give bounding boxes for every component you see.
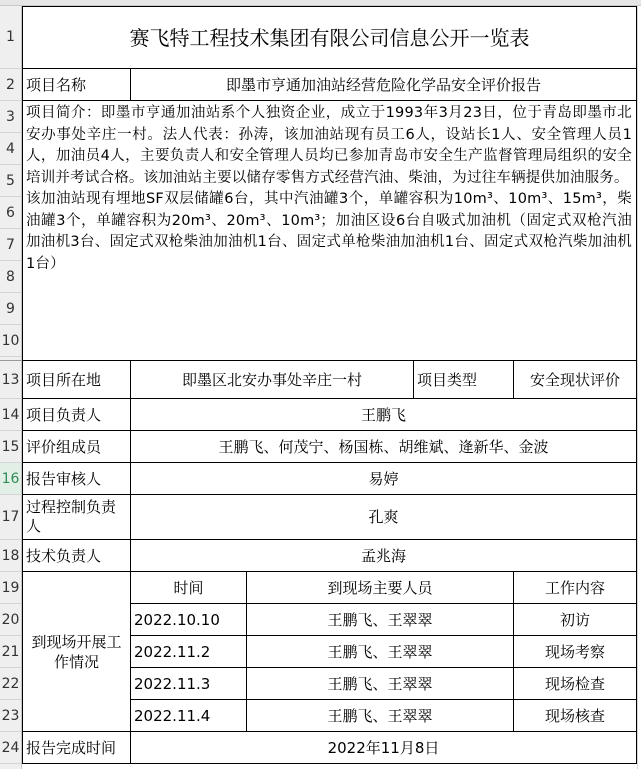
- row-header[interactable]: [0, 361, 22, 399]
- row-number: 7: [6, 236, 15, 253]
- row-number: 8: [6, 268, 15, 285]
- row-number: 16: [1, 470, 20, 487]
- row-header[interactable]: [0, 101, 22, 133]
- visit-content-header[interactable]: 工作内容: [514, 572, 637, 604]
- row-number: 22: [1, 675, 20, 692]
- project-summary-cell[interactable]: [23, 101, 637, 361]
- row-header[interactable]: [0, 604, 22, 636]
- visit-content-cell[interactable]: 初访: [514, 604, 637, 636]
- row-header[interactable]: [0, 668, 22, 700]
- row-number: 9: [6, 300, 15, 317]
- row-number: 18: [1, 547, 20, 564]
- location-label[interactable]: 项目所在地: [23, 361, 131, 399]
- visit-time-cell[interactable]: 2022.11.2: [131, 636, 247, 668]
- visit-people-header[interactable]: 到现场主要人员: [247, 572, 514, 604]
- row-header[interactable]: [0, 700, 22, 732]
- grid-line: [637, 6, 638, 769]
- site-visits-label[interactable]: 到现场开展工作情况: [23, 572, 131, 732]
- completion-label[interactable]: 报告完成时间: [23, 732, 131, 764]
- visit-content-cell[interactable]: 现场检查: [514, 668, 637, 700]
- project-type-label[interactable]: 项目类型: [414, 361, 514, 399]
- reviewer-label[interactable]: 报告审核人: [23, 463, 131, 495]
- row-header[interactable]: [0, 229, 22, 261]
- completion-value[interactable]: 2022年11月8日: [131, 732, 637, 764]
- row-number: 3: [6, 108, 15, 125]
- row-header[interactable]: [0, 431, 22, 463]
- row-header[interactable]: [0, 325, 22, 357]
- members-label[interactable]: 评价组成员: [23, 431, 131, 463]
- reviewer-value[interactable]: 易婷: [131, 463, 637, 495]
- project-type-value[interactable]: 安全现状评价: [514, 361, 637, 399]
- row-number: 1: [6, 29, 15, 45]
- row-number: 21: [1, 643, 20, 660]
- tech-lead-value[interactable]: 孟兆海: [131, 540, 637, 572]
- location-value[interactable]: 即墨区北安办事处辛庄一村: [131, 361, 414, 399]
- row-number: 14: [1, 406, 20, 423]
- leader-value[interactable]: 王鹏飞: [131, 399, 637, 431]
- row-header[interactable]: [0, 261, 22, 293]
- row-number: 2: [6, 76, 15, 93]
- row-number: 20: [1, 611, 20, 628]
- visit-people-cell[interactable]: 王鹏飞、王翠翠: [247, 604, 514, 636]
- visit-content-cell[interactable]: 现场核查: [514, 700, 637, 732]
- row-header[interactable]: [0, 495, 22, 540]
- process-control-label[interactable]: 过程控制负责人: [23, 495, 131, 540]
- leader-label[interactable]: 项目负责人: [23, 399, 131, 431]
- visit-time-cell[interactable]: 2022.11.4: [131, 700, 247, 732]
- visit-content-cell[interactable]: 现场考察: [514, 636, 637, 668]
- row-header[interactable]: [0, 165, 22, 197]
- sheet-title[interactable]: 赛飞特工程技术集团有限公司信息公开一览表: [23, 7, 637, 69]
- row-header-selected[interactable]: [0, 463, 22, 495]
- row-number: 23: [1, 707, 20, 724]
- row-header[interactable]: [0, 69, 22, 101]
- row-number: 19: [1, 579, 20, 596]
- tech-lead-label[interactable]: 技术负责人: [23, 540, 131, 572]
- project-name-label[interactable]: 项目名称: [23, 69, 131, 101]
- visit-time-cell[interactable]: 2022.10.10: [131, 604, 247, 636]
- row-number: 10: [1, 332, 20, 349]
- row-number: 5: [6, 172, 15, 189]
- visit-people-cell[interactable]: 王鹏飞、王翠翠: [247, 700, 514, 732]
- row-header[interactable]: [0, 636, 22, 668]
- project-name-value[interactable]: 即墨市亨通加油站经营危险化学品安全评价报告: [131, 69, 637, 101]
- row-number: 15: [1, 438, 20, 455]
- visit-people-cell[interactable]: 王鹏飞、王翠翠: [247, 668, 514, 700]
- visit-people-cell[interactable]: 王鹏飞、王翠翠: [247, 636, 514, 668]
- row-header[interactable]: [0, 6, 22, 69]
- members-value[interactable]: 王鹏飞、何茂宁、杨国栋、胡维斌、逄新华、金波: [131, 431, 637, 463]
- row-header[interactable]: [0, 197, 22, 229]
- row-header[interactable]: [0, 764, 22, 769]
- row-number: 24: [1, 739, 20, 756]
- row-number: 6: [6, 204, 15, 221]
- row-number: 13: [1, 371, 20, 388]
- row-header[interactable]: [0, 540, 22, 572]
- row-header[interactable]: [0, 293, 22, 325]
- row-header[interactable]: [0, 399, 22, 431]
- row-number: 4: [6, 140, 15, 157]
- row-number: 17: [1, 509, 20, 525]
- visit-time-header[interactable]: 时间: [131, 572, 247, 604]
- visit-time-cell[interactable]: 2022.11.3: [131, 668, 247, 700]
- process-control-value[interactable]: 孔爽: [131, 495, 637, 540]
- row-header[interactable]: [0, 133, 22, 165]
- row-header[interactable]: [0, 732, 22, 764]
- row-header[interactable]: [0, 572, 22, 604]
- summary-paragraph-2: 该加油站现有埋地SF双层储罐6台，其中汽油罐3个，单罐容积为10m³、10m³、15m³，柴油罐3个，单罐容积为20m³、20m³、10m³；加油区设6台自吸式加油机（固定式双枪汽油加油机3台、固定式双枪柴油加油机1台、固定式单枪柴油加油机1台、固定式双枪汽柴加油机1台）: [26, 191, 632, 272]
- summary-paragraph-1: 项目简介：即墨市亨通加油站系个人独资企业，成立于1993年3月23日，位于青岛即墨市北安办事处辛庄一村。法人代表：孙涛，该加油站现有员工6人，设站长1人、安全管理人员1人，加油员4人，主要负责人和安全管理人员均已参加青岛市安全生产监督管理局组织的安全培训并考试合格。该加油站主要以储存零售方式经营汽油、柴油，为过往车辆提供加油服务。: [26, 105, 632, 186]
